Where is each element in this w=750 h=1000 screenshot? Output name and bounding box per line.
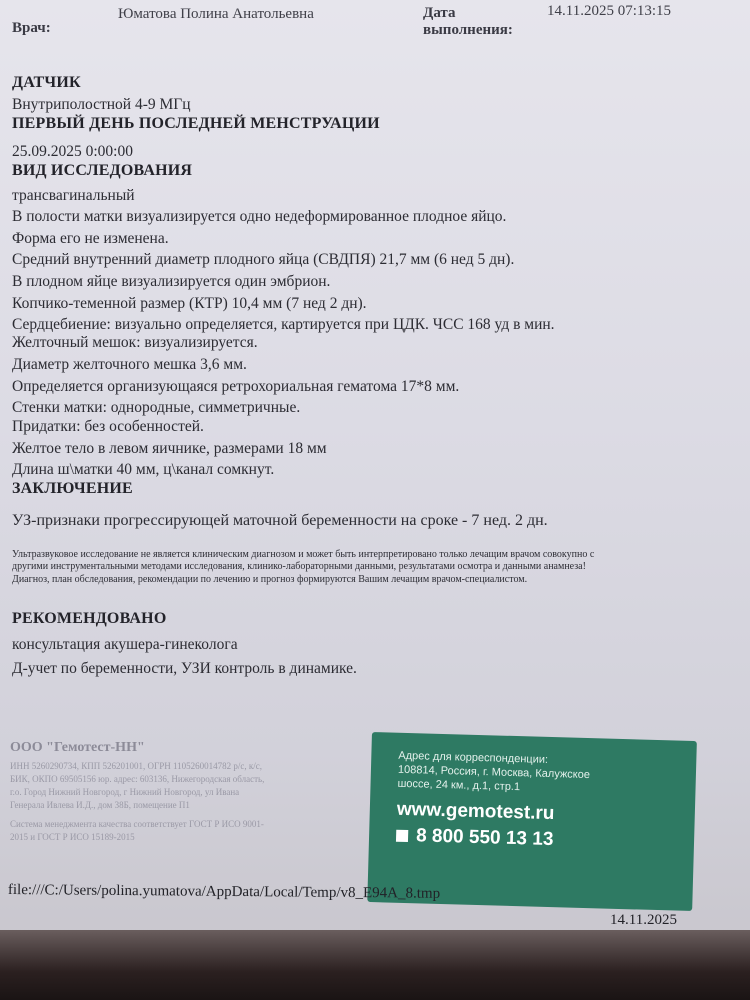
study-line: В плодном яйце визуализируется один эмбрион. — [12, 273, 331, 290]
recommend-line: Д-учет по беременности, УЗИ контроль в динамике. — [12, 660, 357, 677]
sensor-value: Внутриполостной 4-9 МГц — [12, 96, 191, 113]
recommend-title: РЕКОМЕНДОВАНО — [12, 610, 167, 627]
company-details-line: БИК, ОКПО 69505156 юр. адрес: 603136, Нижегородская область, — [10, 774, 265, 784]
company-details-line: Генерала Ивлева И.Д., дом 38Б, помещение П1 — [10, 800, 190, 810]
contact-box — [367, 732, 697, 911]
study-line: Определяется организующаяся ретрохориальная гематома 17*8 мм. — [12, 378, 460, 395]
study-line: Желтое тело в левом яичнике, размерами 18 мм — [12, 440, 327, 457]
lmp-value: 25.09.2025 0:00:00 — [12, 143, 133, 160]
address-label: Адрес для корреспонденции: — [398, 749, 549, 766]
sensor-title: ДАТЧИК — [12, 74, 81, 91]
lmp-title: ПЕРВЫЙ ДЕНЬ ПОСЛЕДНЕЙ МЕНСТРУАЦИИ — [12, 115, 380, 132]
doctor-name: Юматова Полина Анатольевна — [118, 6, 314, 22]
conclusion-value: УЗ-признаки прогрессирующей маточной беременности на сроке - 7 нед. 2 дн. — [12, 512, 548, 529]
doctor-label: Врач: — [12, 20, 51, 36]
study-title: ВИД ИССЛЕДОВАНИЯ — [12, 162, 193, 179]
date-value: 14.11.2025 07:13:15 — [547, 3, 672, 19]
study-line: Сердцебиение: визуально определяется, картируется при ЦДК. ЧСС 168 уд в мин. — [12, 316, 555, 333]
company-details-line: Система менеджмента качества соответствует ГОСТ Р ИСО 9001- — [10, 819, 264, 829]
study-line: Диаметр желточного мешка 3,6 мм. — [12, 356, 247, 373]
address-line: шоссе, 24 км., д.1, стр.1 — [397, 777, 521, 794]
website-link[interactable]: www.gemotest.ru — [396, 798, 555, 825]
disclaimer-line: Ультразвуковое исследование не является клиническим диагнозом и может быть интерпретировано только лечащим врачом совокупно с — [12, 549, 595, 560]
study-line: Стенки матки: однородные, симметричные. — [12, 399, 301, 416]
study-line: Желточный мешок: визуализируется. — [12, 334, 258, 351]
study-line: Средний внутренний диаметр плодного яйца (СВДПЯ) 21,7 мм (6 нед 5 дн). — [12, 251, 515, 268]
conclusion-title: ЗАКЛЮЧЕНИЕ — [12, 480, 133, 497]
address-line: 108814, Россия, г. Москва, Калужское — [397, 763, 591, 782]
company-details-line: г.о. Город Нижний Новгород, г Нижний Новгород, ул Ивана — [10, 787, 240, 797]
company-details-line: 2015 и ГОСТ Р ИСО 15189-2015 — [10, 832, 135, 842]
disclaimer-line: Диагноз, план обследования, рекомендации по лечению и прогноз формируются Вашим лечащим врачом-специалистом. — [12, 574, 528, 585]
study-line: Длина ш\матки 40 мм, ц\канал сомкнут. — [12, 461, 275, 478]
phone-text: 8 800 550 13 13 — [415, 825, 554, 851]
study-line: В полости матки визуализируется одно недеформированное плодное яйцо. — [12, 208, 507, 225]
background-shadow — [0, 930, 750, 1000]
phone-number — [396, 825, 554, 851]
file-path: file:///C:/Users/polina.yumatova/AppData/Local/Temp/v8_E94A_8.tmp — [7, 882, 441, 902]
study-line: Форма его не изменена. — [12, 230, 169, 247]
print-date: 14.11.2025 — [610, 912, 677, 928]
date-label-line1: Дата — [423, 5, 456, 21]
study-line: трансвагинальный — [12, 187, 135, 204]
company-details-line: ИНН 5260290734, КПП 526201001, ОГРН 1105260014782 р/с, к/с, — [10, 761, 262, 771]
disclaimer-line: другими инструментальными методами исследования, клинико-лабораторными данными, результатами осмотра и данными анамнеза! — [12, 561, 586, 572]
recommend-line: консультация акушера-гинеколога — [12, 636, 238, 653]
phone-icon — [396, 830, 408, 842]
date-label-line2: выполнения: — [423, 22, 513, 38]
company-name: ООО "Гемотест-НН" — [10, 740, 145, 755]
study-line: Копчико-теменной размер (КТР) 10,4 мм (7 нед 2 дн). — [12, 295, 367, 312]
study-line: Придатки: без особенностей. — [12, 418, 204, 435]
